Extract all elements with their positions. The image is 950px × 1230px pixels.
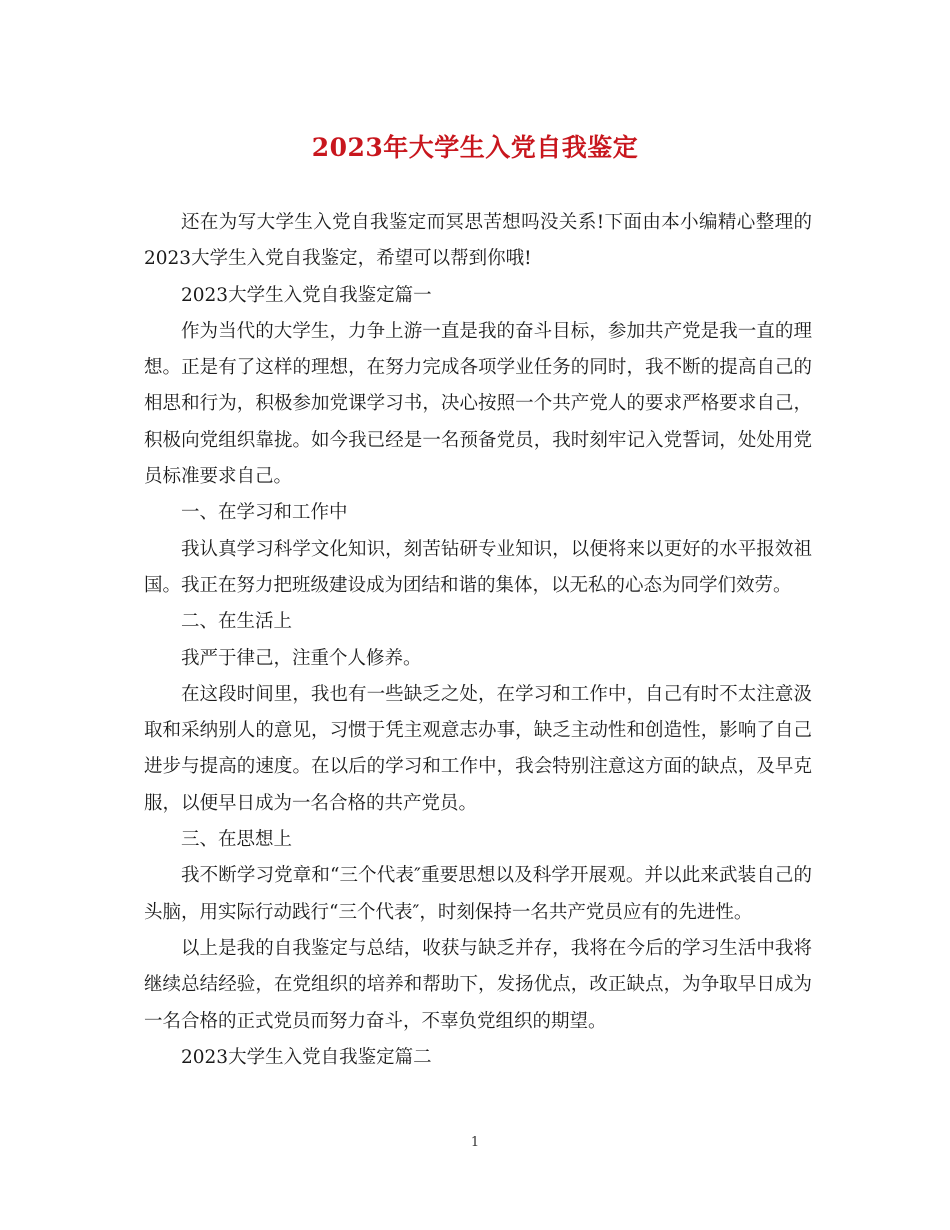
body-paragraph: 在这段时间里，我也有一些缺乏之处，在学习和工作中，自己有时不太注意汲取和采纳别人的意见，习惯于凭主观意志办事，缺乏主动性和创造性，影响了自己进步与提高的速度。在以后的学习和工作中，我会特别注意这方面的缺点，及早克服，以便早日成为一名合格的共产党员。 [144, 683, 812, 814]
conclusion-paragraph: 以上是我的自我鉴定与总结，收获与缺乏并存，我将在今后的学习生活中我将继续总结经验，在党组织的培养和帮助下，发扬优点，改正缺点，为争取早日成为一名合格的正式党员而努力奋斗，不辜负党组织的期望。 [144, 937, 812, 1032]
document-body [144, 205, 812, 1076]
intro-paragraph: 还在为写大学生入党自我鉴定而冥思苦想吗没关系!下面由本小编精心整理的2023大学生入党自我鉴定，希望可以帮到你哦! [144, 212, 812, 270]
body-paragraph: 我不断学习党章和“三个代表″重要思想以及科学开展观。并以此来武装自己的头脑，用实际行动践行“三个代表″，时刻保持一名共产党员应有的先进性。 [144, 865, 812, 923]
subheading-life: 二、在生活上 [181, 611, 293, 633]
section-heading-part-two: 2023大学生入党自我鉴定篇二 [181, 1046, 432, 1068]
body-paragraph: 我严于律己，注重个人修养。 [181, 647, 422, 669]
document-title: 2023年大学生入党自我鉴定 [311, 133, 639, 162]
subheading-study-work: 一、在学习和工作中 [181, 502, 348, 524]
body-paragraph: 作为当代的大学生，力争上游一直是我的奋斗目标，参加共产党是我一直的理想。正是有了这样的理想，在努力完成各项学业任务的同时，我不断的提高自己的相思和行为，积极参加党课学习书，决心按照一个共产党人的要求严格要求自己，积极向党组织靠拢。如今我已经是一名预备党员，我时刻牢记入党誓词，处处用党员标准要求自己。 [144, 320, 812, 488]
page-number: 1 [470, 1135, 480, 1150]
subheading-thought: 三、在思想上 [181, 829, 293, 851]
body-paragraph: 我认真学习科学文化知识，刻苦钻研专业知识，以便将来以更好的水平报效祖国。我正在努力把班级建设成为团结和谐的集体，以无私的心态为同学们效劳。 [144, 538, 812, 596]
section-heading-part-one: 2023大学生入党自我鉴定篇一 [181, 284, 432, 306]
